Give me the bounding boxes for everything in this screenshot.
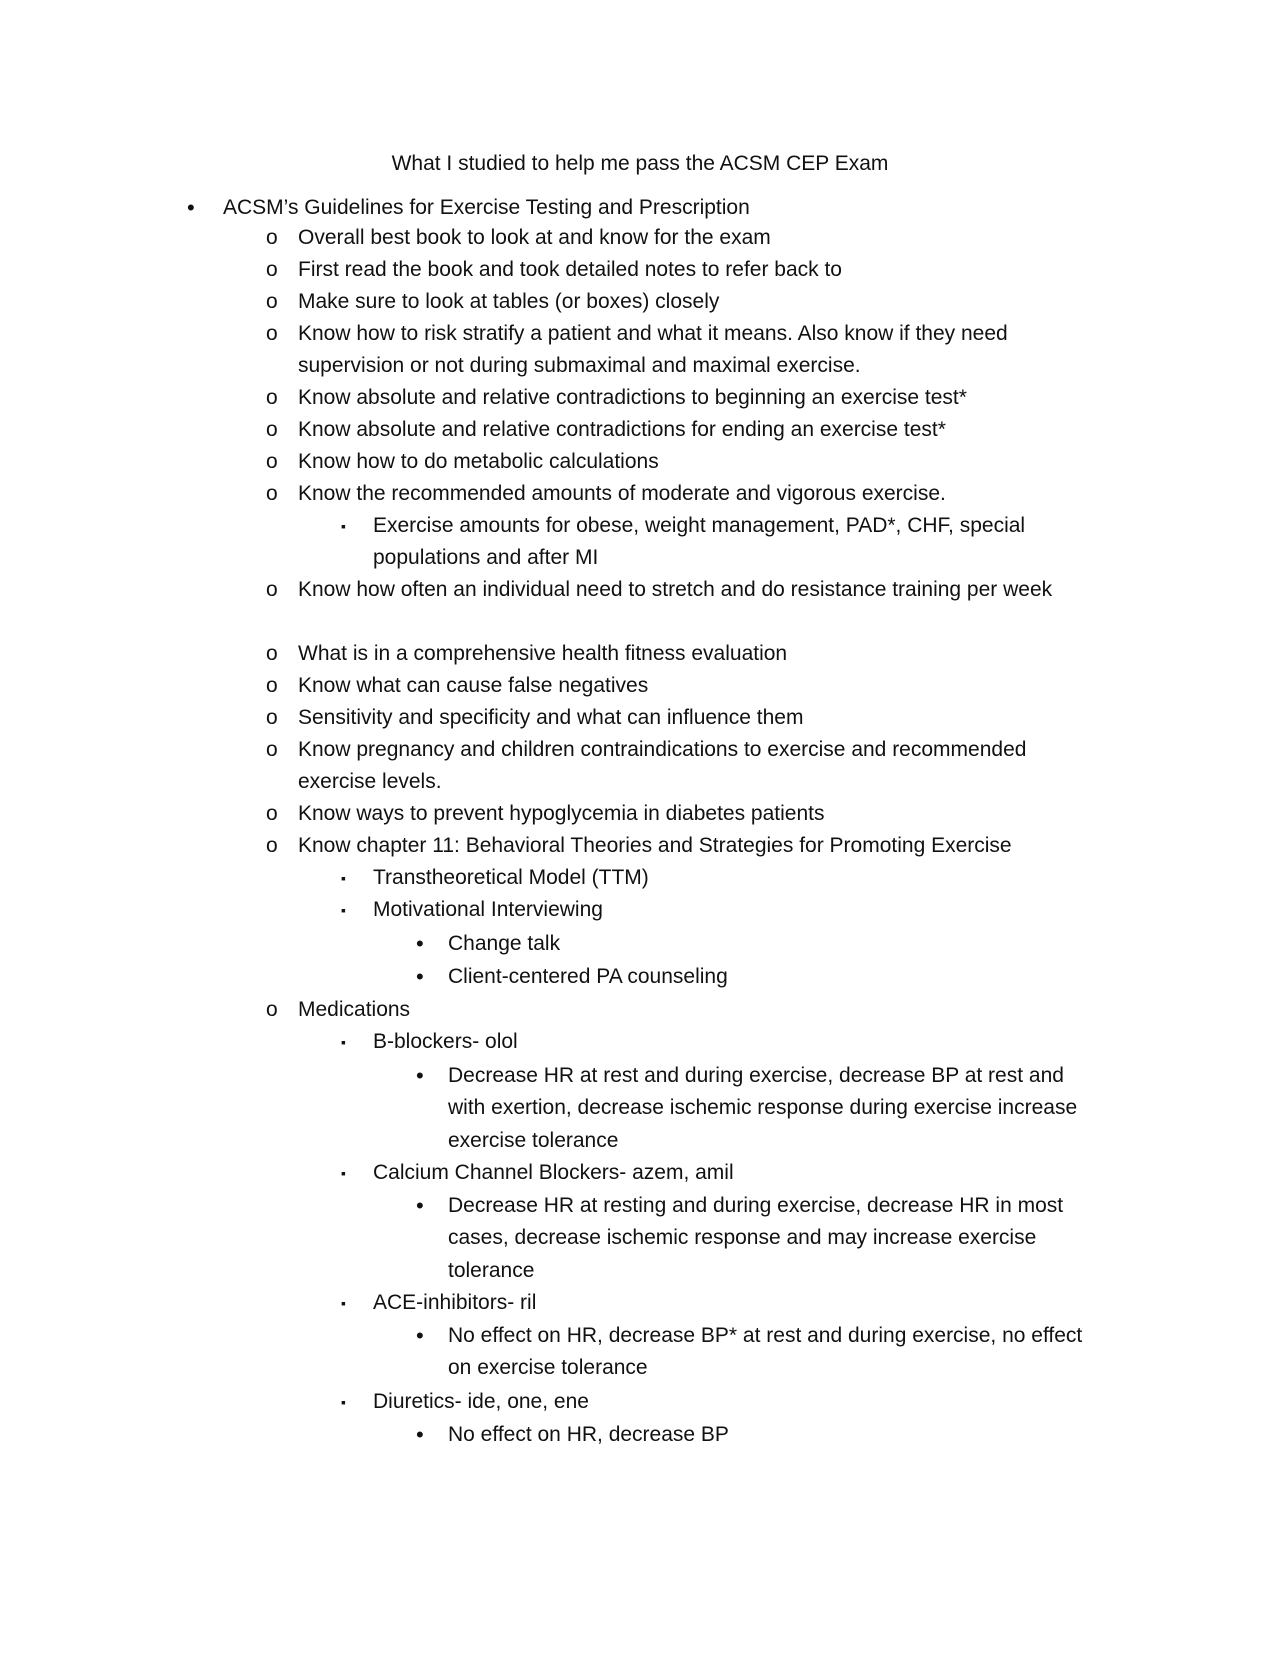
bullet-circle-icon: o bbox=[266, 386, 278, 409]
bullet-square-icon: ▪ bbox=[341, 1034, 346, 1050]
bullet-circle-icon: o bbox=[266, 418, 278, 441]
list-item: o Know how often an individual need to stretch and do resistance training per week bbox=[298, 574, 1103, 606]
bullet-circle-icon: o bbox=[266, 674, 278, 697]
bullet-circle-icon: o bbox=[266, 450, 278, 473]
bullet-circle-icon: o bbox=[266, 226, 278, 249]
list-item: • Decrease HR at resting and during exercise, decrease HR in most cases, decrease ischemic response and may increase exercise tolerance bbox=[448, 1190, 1103, 1287]
list-item: • Client-centered PA counseling bbox=[448, 961, 1103, 993]
bullet-square-icon: ▪ bbox=[341, 1295, 346, 1311]
list-item: ▪ Motivational Interviewing bbox=[373, 894, 1103, 926]
bullet-circle-icon: o bbox=[266, 578, 278, 601]
bullet-square-icon: ▪ bbox=[341, 902, 346, 918]
document-title: What I studied to help me pass the ACSM CEP Exam bbox=[391, 152, 889, 175]
bullet-disc-icon: • bbox=[416, 931, 424, 956]
list-item: ▪ B-blockers- olol bbox=[373, 1026, 1103, 1058]
list-item: o Know how to risk stratify a patient and what it means. Also know if they need supervision or not during submaximal and maximal exercise. bbox=[298, 318, 1103, 383]
list-item: o First read the book and took detailed notes to refer back to bbox=[298, 254, 1103, 286]
list-item: o Know what can cause false negatives bbox=[298, 670, 1103, 702]
bullet-disc-icon: • bbox=[416, 1422, 424, 1447]
bullet-square-icon: ▪ bbox=[341, 518, 346, 534]
bullet-circle-icon: o bbox=[266, 802, 278, 825]
bullet-disc-icon: • bbox=[416, 1193, 424, 1218]
list-item: o Know how to do metabolic calculations bbox=[298, 446, 1103, 478]
bullet-square-icon: ▪ bbox=[341, 1165, 346, 1181]
bullet-circle-icon: o bbox=[266, 706, 278, 729]
list-item: • Decrease HR at rest and during exercise, decrease BP at rest and with exertion, decrease ischemic response during exercise increase exercise tolerance bbox=[448, 1060, 1103, 1157]
list-item: ▪ Calcium Channel Blockers- azem, amil bbox=[373, 1157, 1103, 1189]
list-item: • No effect on HR, decrease BP bbox=[448, 1419, 1103, 1451]
list-item: o Medications bbox=[298, 994, 1103, 1026]
list-item: o Know ways to prevent hypoglycemia in diabetes patients bbox=[298, 798, 1103, 830]
list-item: o Know absolute and relative contradictions for ending an exercise test* bbox=[298, 414, 1103, 446]
bullet-circle-icon: o bbox=[266, 642, 278, 665]
list-item: o Make sure to look at tables (or boxes) closely bbox=[298, 286, 1103, 318]
list-item: o Know the recommended amounts of moderate and vigorous exercise. bbox=[298, 478, 1103, 510]
list-item: o Sensitivity and specificity and what can influence them bbox=[298, 702, 1103, 734]
bullet-square-icon: ▪ bbox=[341, 1394, 346, 1410]
bullet-circle-icon: o bbox=[266, 322, 278, 345]
bullet-disc-icon: • bbox=[416, 1323, 424, 1348]
bullet-disc-icon: • bbox=[187, 195, 195, 220]
bullet-circle-icon: o bbox=[266, 738, 278, 761]
list-item: ▪ Exercise amounts for obese, weight management, PAD*, CHF, special populations and after MI bbox=[373, 510, 1103, 575]
list-item: • Change talk bbox=[448, 928, 1103, 960]
bullet-circle-icon: o bbox=[266, 998, 278, 1021]
bullet-circle-icon: o bbox=[266, 482, 278, 505]
list-item: • No effect on HR, decrease BP* at rest and during exercise, no effect on exercise tolerance bbox=[448, 1320, 1103, 1385]
bullet-circle-icon: o bbox=[266, 290, 278, 313]
list-item: o Know chapter 11: Behavioral Theories and Strategies for Promoting Exercise bbox=[298, 830, 1103, 862]
bullet-disc-icon: • bbox=[416, 1063, 424, 1088]
bullet-circle-icon: o bbox=[266, 834, 278, 857]
list-item: o Know absolute and relative contradictions to beginning an exercise test* bbox=[298, 382, 1103, 414]
bullet-square-icon: ▪ bbox=[341, 870, 346, 886]
list-item: o Know pregnancy and children contraindications to exercise and recommended exercise levels. bbox=[298, 734, 1103, 799]
list-item: ▪ ACE-inhibitors- ril bbox=[373, 1287, 1103, 1319]
bullet-circle-icon: o bbox=[266, 258, 278, 281]
list-item: ▪ Diuretics- ide, one, ene bbox=[373, 1386, 1103, 1418]
list-item: o What is in a comprehensive health fitness evaluation bbox=[298, 638, 1103, 670]
list-item: • ACSM’s Guidelines for Exercise Testing and Prescription bbox=[223, 192, 1103, 224]
bullet-disc-icon: • bbox=[416, 964, 424, 989]
list-item: ▪ Transtheoretical Model (TTM) bbox=[373, 862, 1103, 894]
list-item: o Overall best book to look at and know for the exam bbox=[298, 222, 1103, 254]
